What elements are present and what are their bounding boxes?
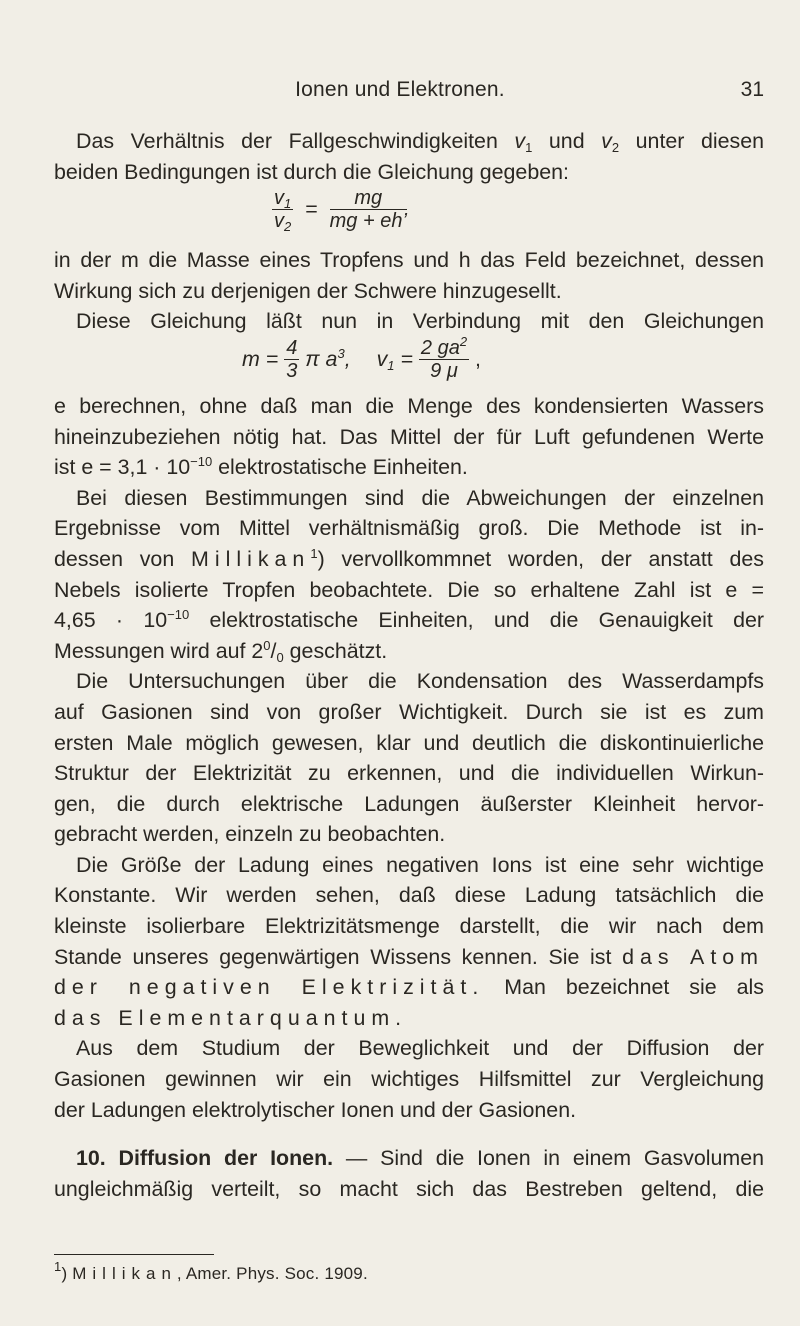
text-line: e berechnen, ohne daß man die Menge des kondensierten Wassers xyxy=(54,393,764,418)
equation-mass-velocity: m = $\frac{4}{3}$ π $a^3$, $v_1$ = $\frac{2 ga^2}{9 \mu}$ , xyxy=(242,333,481,382)
page-number: 31 xyxy=(740,78,764,101)
text-line: ungleichmäßig verteilt, so macht sich das Bestreben geltend, die xyxy=(54,1176,764,1201)
equals-sign: = xyxy=(305,197,318,222)
text-line: gen, die durch elektrische Ladungen äußerster Kleinheit hervor- xyxy=(54,791,764,816)
running-header: Ionen und Elektronen. xyxy=(295,78,505,101)
text-line: Bei diesen Bestimmungen sind die Abweichungen der einzelnen xyxy=(76,485,764,510)
text-line: dessen von Millikan$^1$) vervollkommnet worden, der anstatt des xyxy=(54,545,764,571)
text-line: ersten Male möglich gewesen, klar und deutlich die diskontinuierliche xyxy=(54,730,764,755)
fraction-v1-v2: $\frac{v_1}{v_2}$ xyxy=(274,187,292,235)
text-line: gebracht werden, einzeln zu beobachten. xyxy=(54,822,446,847)
equation-velocity-ratio xyxy=(54,187,764,245)
text-line: Wirkung sich zu derjenigen der Schwere hinzugesellt. xyxy=(54,278,562,303)
fraction-mg: $\frac{mg}{mg + eh’}$ xyxy=(329,187,407,233)
author-name: Millikan xyxy=(191,546,311,571)
text-line: der negativen Elektrizität. Man bezeichnet sie als xyxy=(54,975,764,1000)
text-line: ist $e = 3,1 \cdot 10^{-10}$ elektrostatische Einheiten. xyxy=(54,454,468,480)
text-line: in der m die Masse eines Tropfens und h das Feld bezeichnet, dessen xyxy=(54,248,764,273)
text-line: Die Größe der Ladung eines negativen Ions ist eine sehr wichtige xyxy=(76,852,764,877)
text-line: Konstante. Wir werden sehen, daß diese Ladung tatsächlich die xyxy=(54,883,764,908)
text-line: beiden Bedingungen ist durch die Gleichung gegeben: xyxy=(54,159,569,184)
body-text xyxy=(54,126,764,1204)
emphasis-text: der negativen Elektrizität. xyxy=(54,975,485,1000)
footnote: $^1$) Millikan, Amer. Phys. Soc. 1909. xyxy=(54,1259,368,1283)
emphasis-text: das Elementarquantum. xyxy=(54,1005,408,1030)
text-line: Gasionen gewinnen wir ein wichtiges Hilfsmittel zur Vergleichung xyxy=(54,1067,764,1092)
footnote-rule xyxy=(54,1254,214,1255)
text-line: Struktur der Elektrizität zu erkennen, und die individuellen Wirkun- xyxy=(54,761,764,786)
footnote-marker: 1 xyxy=(310,545,318,561)
text-line: Das Verhältnis der Fallgeschwindigkeiten $v_1$ und $v_2$ unter diesen xyxy=(76,129,764,155)
text-line: Nebels isolierte Tropfen beobachtete. Die so erhaltene Zahl ist e = xyxy=(54,577,764,602)
text-line: Aus dem Studium der Beweglichkeit und der Diffusion der xyxy=(76,1036,764,1061)
emphasis-text: das Atom xyxy=(622,944,764,969)
text-line xyxy=(54,1003,764,1034)
v2-symbol: v xyxy=(601,129,612,153)
section-heading: 10. Diffusion der Ionen. xyxy=(76,1146,334,1171)
text-line: kleinste isolierbare Elektrizitätsmenge darstellt, die wir nach dem xyxy=(54,914,764,939)
v1-symbol: v xyxy=(514,129,526,153)
text-line: hineinzubeziehen nötig hat. Das Mittel der für Luft gefundenen Werte xyxy=(54,424,764,449)
text-line: der Ladungen elektrolytischer Ionen und der Gasionen. xyxy=(54,1097,577,1122)
text-line: Die Untersuchungen über die Kondensation des Wasserdampfs xyxy=(76,669,764,694)
text-line: $4,65 \cdot 10^{-10}$ elektrostatische Einheiten, und die Genauigkeit der xyxy=(54,607,765,633)
text-line: Messungen wird auf $2^0/_0$ geschätzt. xyxy=(54,637,388,665)
text-line: 10. Diffusion der Ionen. — Sind die Ionen in einem Gasvolumen xyxy=(76,1146,764,1171)
text-line: Diese Gleichung läßt nun in Verbindung mit den Gleichungen xyxy=(76,309,764,334)
text-line: Stande unseres gegenwärtigen Wissens kennen. Sie ist das Atom xyxy=(54,944,764,969)
fraction-4-3: $\frac{4}{3}$ xyxy=(286,336,298,382)
fraction-2ga2-9mu: $\frac{2 ga^2}{9 \mu}$ xyxy=(420,333,468,382)
text-line: auf Gasionen sind von großer Wichtigkeit. Durch sie ist es zum xyxy=(54,699,764,724)
text-line: Ergebnisse vom Mittel verhältnismäßig groß. Die Methode ist in- xyxy=(54,516,764,541)
